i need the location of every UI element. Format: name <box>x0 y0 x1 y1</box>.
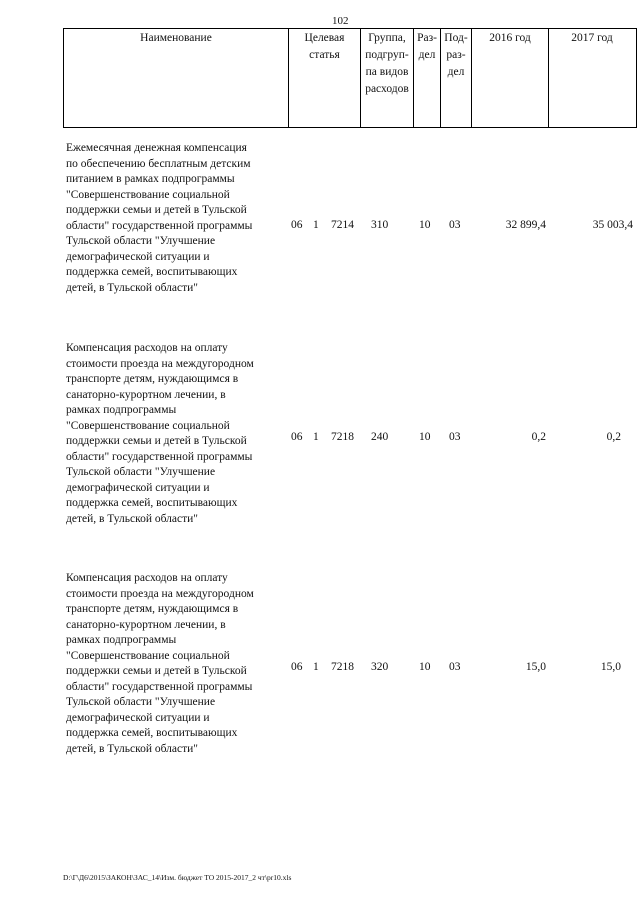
subprogram-code: 1 <box>313 661 319 673</box>
header-name: Наименование <box>140 32 212 44</box>
section: 10 <box>419 431 431 443</box>
subsection: 03 <box>449 219 461 231</box>
program-code: 06 <box>291 431 303 443</box>
subsection: 03 <box>449 661 461 673</box>
header-section: Раз- дел <box>417 32 437 61</box>
header-subsection: Под- раз- дел <box>444 32 468 78</box>
direction-code: 7218 <box>331 431 354 443</box>
subprogram-code: 1 <box>313 219 319 231</box>
direction-code: 7218 <box>331 661 354 673</box>
amount-2016: 32 899,4 <box>505 219 546 231</box>
program-code: 06 <box>291 219 303 231</box>
file-path-footer: D:\Г\Д6\2015\ЗАКОН\ЗАС_14\Изм. бюджет ТО 2015-2017_2 чт\pr10.xls <box>63 873 292 882</box>
expense-group: 320 <box>371 661 389 673</box>
amount-2016: 0,2 <box>531 431 546 443</box>
header-2017: 2017 год <box>571 32 613 44</box>
header-target-article: Целевая статья <box>304 32 345 61</box>
row-name: Компенсация расходов на оплату стоимости проезда на междугородном транспорте детям, нуждающимся в санаторно-курортном лечении, в рамках подпрограммы "Совершенствование социальной поддержки семьи и детей в Тульской области" государственной программы Тульской области "Улучшение демографической ситуации и поддержка семей, воспитывающих детей, в Тульской области" <box>66 342 254 525</box>
row-name: Ежемесячная денежная компенсация по обеспечению бесплатным детским питанием в рамках подпрограммы "Совершенствование социальной поддержки семьи и детей в Тульской области" государственной программы Тульской области "Улучшение демографической ситуации и поддержка семей, воспитывающих детей, в Тульской области" <box>66 142 253 294</box>
program-code: 06 <box>291 661 303 673</box>
row-name: Компенсация расходов на оплату стоимости проезда на междугородном транспорте детям, нуждающимся в санаторно-курортном лечении, в рамках подпрограммы "Совершенствование социальной поддержки семьи и детей в Тульской области" государственной программы Тульской области "Улучшение демографической ситуации и поддержка семей, воспитывающих детей, в Тульской области" <box>66 572 254 755</box>
amount-2016: 15,0 <box>525 661 546 673</box>
subprogram-code: 1 <box>313 431 319 443</box>
header-2016: 2016 год <box>489 32 531 44</box>
amount-2017: 0,2 <box>606 431 621 443</box>
amount-2017: 15,0 <box>600 661 621 673</box>
header-expense-group: Группа, подгруп- па видов расходов <box>365 32 409 95</box>
amount-2017: 35 003,4 <box>592 219 633 231</box>
expense-group: 240 <box>371 431 389 443</box>
direction-code: 7214 <box>331 219 354 231</box>
section: 10 <box>419 661 431 673</box>
section: 10 <box>419 219 431 231</box>
expense-group: 310 <box>371 219 389 231</box>
subsection: 03 <box>449 431 461 443</box>
page-number: 102 <box>332 15 349 27</box>
